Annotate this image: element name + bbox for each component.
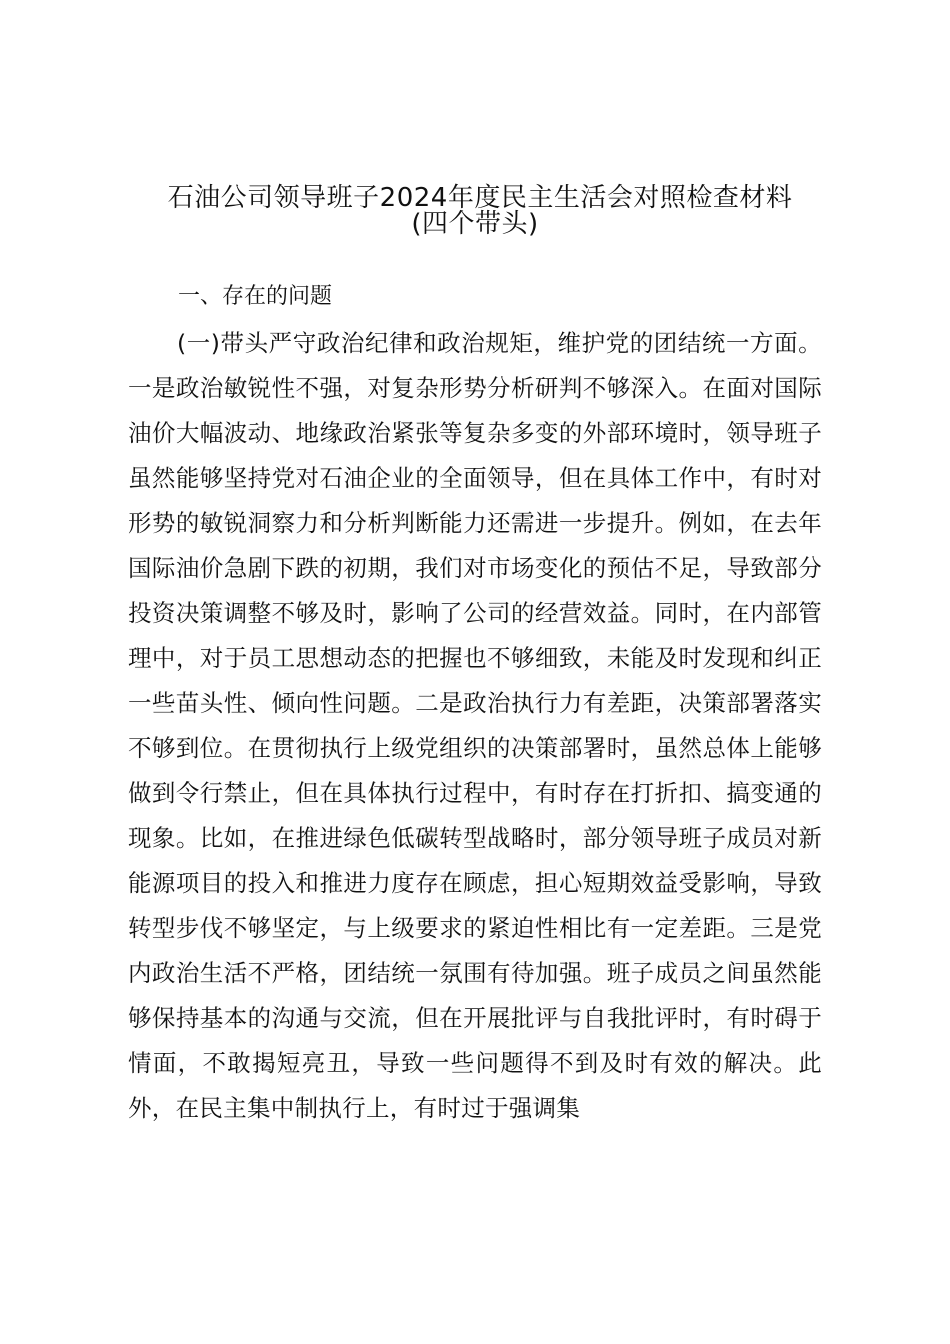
- section-heading: 一、存在的问题: [178, 284, 333, 309]
- body-paragraph: (一)带头严守政治纪律和政治规矩，维护党的团结统一方面。一是政治敏锐性不强，对复杂形势分析研判不够深入。在面对国际油价大幅波动、地缘政治紧张等复杂多变的外部环境时，领导班子虽然能够坚持党对石油企业的全面领导，但在具体工作中，有时对形势的敏锐洞察力和分析判断能力还需进一步提升。例如，在去年国际油价急剧下跌的初期，我们对市场变化的预估不足，导致部分投资决策调整不够及时，影响了公司的经营效益。同时，在内部管理中，对于员工思想动态的把握也不够细致，未能及时发现和纠正一些苗头性、倾向性问题。二是政治执行力有差距，决策部署落实不够到位。在贯彻执行上级党组织的决策部署时，虽然总体上能够做到令行禁止，但在具体执行过程中，有时存在打折扣、搞变通的现象。比如，在推进绿色低碳转型战略时，部分领导班子成员对新能源项目的投入和推进力度存在顾虑，担心短期效益受影响，导致转型步伐不够坚定，与上级要求的紧迫性相比有一定差距。三是党内政治生活不严格，团结统一氛围有待加强。班子成员之间虽然能够保持基本的沟通与交流，但在开展批评与自我批评时，有时碍于情面，不敢揭短亮丑，导致一些问题得不到及时有效的解决。此外，在民主集中制执行上，有时过于强调集: [128, 329, 822, 1122]
- document-title: 石油公司领导班子2024年度民主生活会对照检查材料: [167, 183, 793, 213]
- document-subtitle: (四个带头): [411, 209, 539, 239]
